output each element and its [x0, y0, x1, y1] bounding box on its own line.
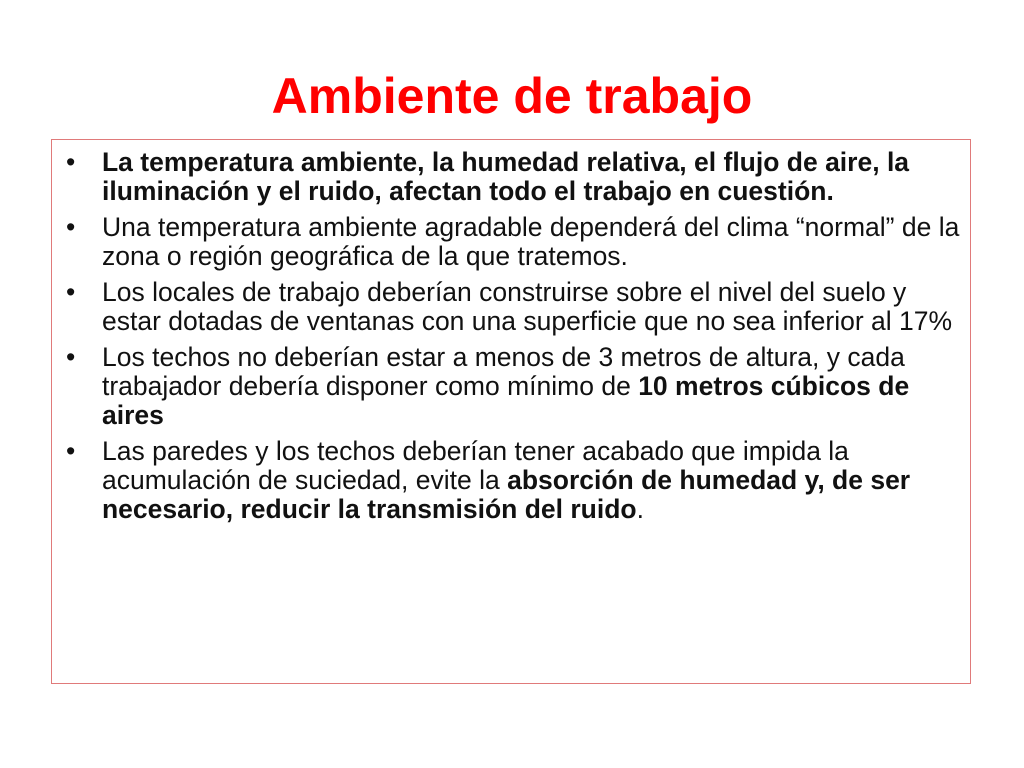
- bullet-text-segment: Los techos no deberían estar a menos de 3 metros de altura, y cada trabajador debería disponer como mínimo de: [102, 342, 905, 401]
- bullet-item: [66, 278, 966, 336]
- bullet-item: [66, 148, 966, 206]
- slide-title: Ambiente de trabajo: [271, 68, 753, 124]
- bullet-text-segment: Una temperatura ambiente agradable dependerá del clima “normal” de la zona o región geográfica de la que tratemos.: [102, 212, 960, 271]
- bullet-item: [66, 437, 966, 524]
- bullet-text: [102, 147, 909, 206]
- content-box: [51, 139, 971, 684]
- bullet-text-segment: Las paredes y los techos deberían tener acabado que impida la acumulación de suciedad, evite la: [102, 436, 849, 495]
- bullet-text-segment-bold: absorción de humedad y, de ser necesario, reducir la transmisión del ruido: [102, 465, 911, 524]
- bullet-list: [66, 148, 966, 531]
- bullet-text: [102, 212, 959, 271]
- bullet-item: [66, 213, 966, 271]
- bullet-text: [102, 277, 952, 336]
- bullet-icon: •: [66, 212, 76, 242]
- bullet-text-segment: La temperatura ambiente, la humedad relativa, el flujo de aire, la iluminación y el ruido, afectan todo el trabajo en cuestión.: [102, 147, 910, 206]
- bullet-icon: •: [66, 277, 76, 307]
- bullet-item: [66, 343, 966, 430]
- bullet-icon: •: [66, 147, 76, 177]
- bullet-icon: •: [66, 436, 76, 466]
- bullet-text: [102, 436, 910, 524]
- bullet-icon: •: [66, 342, 76, 372]
- bullet-text-segment-bold: 10 metros cúbicos de aires: [102, 371, 910, 430]
- bullet-text-segment: Los locales de trabajo deberían construirse sobre el nivel del suelo y estar dotadas de ventanas con una superficie que no sea inferior al 17%: [102, 277, 953, 336]
- bullet-text: [102, 342, 909, 430]
- bullet-text-segment: .: [636, 494, 644, 524]
